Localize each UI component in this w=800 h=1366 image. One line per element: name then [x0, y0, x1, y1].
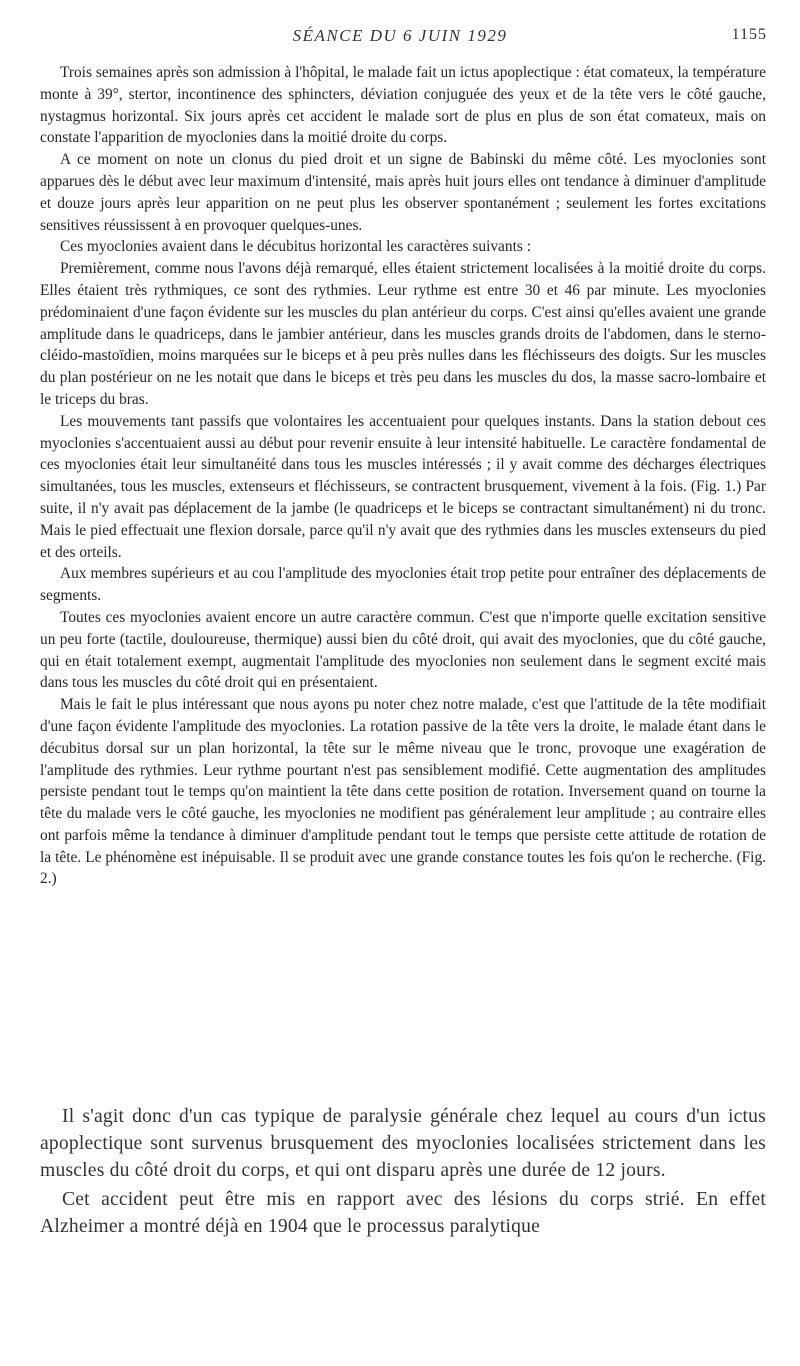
paragraph: Aux membres supérieurs et au cou l'amplitude des myoclonies était trop petite pour entraîner des déplacements de segments. [40, 565, 766, 605]
paragraph: Premièrement, comme nous l'avons déjà remarqué, elles étaient strictement localisées à la moitié droite du corps. Elles étaient très rythmiques, ce sont des rythmies. Leur rythme est entre 30 et 46 par minute. Les myoclonies prédominaient d'une façon évidente sur les muscles du plan antérieur du corps. C'est ainsi qu'elles avaient une grande amplitude dans le quadriceps, dans le jambier antérieur, dans les muscles grands droits de l'abdomen, dans le sterno-cléido-mastoïdien, moins marquées sur le biceps et à peu près nulles dans les fléchisseurs des doigts. Sur les muscles du plan postérieur on ne les notait que dans le biceps et très peu dans les muscles du dos, la masse sacro-lombaire et le triceps du bras. [40, 260, 766, 408]
page-number: 1155 [731, 26, 767, 43]
paragraph: A ce moment on note un clonus du pied droit et un signe de Babinski du même côté. Les myoclonies sont apparues dès le début avec leur maximum d'intensité, mais après huit jours elles ont tendance à diminuer d'amplitude et douze jours après leur apparition on ne peut plus les observer spontanément ; seulement les fortes excitations sensitives réussissent à en provoquer quelques-unes. [40, 151, 766, 234]
discussion [40, 1103, 766, 1241]
running-header [0, 26, 800, 50]
paragraph: Il s'agit donc d'un cas typique de paralysie générale chez lequel au cours d'un ictus apoplectique sont survenus brusquement des myoclonies localisées strictement dans les muscles du côté droit du corps, et qui ont disparu après une durée de 12 jours. [40, 1106, 766, 1182]
case-description [40, 62, 766, 890]
paragraph: Ces myoclonies avaient dans le décubitus horizontal les caractères suivants : [60, 238, 531, 256]
paragraph: Toutes ces myoclonies avaient encore un autre caractère commun. C'est que n'importe quelle excitation sensitive un peu forte (tactile, douloureuse, thermique) aussi bien du côté droit, qui avait des myoclonies, que du côté gauche, qui en était totalement exempt, augmentait l'amplitude des myoclonies non seulement dans le segment excité mais dans tous les muscles du côté droit qui en présentaient. [40, 608, 766, 692]
running-title: SÉANCE DU 6 JUIN 1929 [292, 26, 508, 45]
paragraph: Trois semaines après son admission à l'hôpital, le malade fait un ictus apoplectique : état comateux, la température monte à 39°, stertor, incontinence des sphincters, déviation conjuguée des yeux et de la tête vers le côté gauche, nystagmus horizontal. Six jours après cet accident le malade sort de plus en plus de son état comateux, mais on constate l'apparition de myoclonies dans la moitié droite du corps. [40, 64, 766, 147]
paragraph: Mais le fait le plus intéressant que nous ayons pu noter chez notre malade, c'est que l'attitude de la tête modifiait d'une façon évidente l'amplitude des myoclonies. La rotation passive de la tête vers la droite, le malade étant dans le décubitus dorsal sur un plan horizontal, la tête sur le même niveau que le tronc, provoque une exagération de l'amplitude des rythmies. Leur rythme pourtant n'est pas sensiblement modifié. Cette augmentation des amplitudes persiste pendant tout le temps qu'on maintient la tête dans cette position de rotation. Inversement quand on tourne la tête du malade vers le côté gauche, les myoclonies ne modifient pas généralement leur amplitude ; au contraire elles ont parfois même la tendance à diminuer d'amplitude pendant tout le temps que persiste cette attitude de rotation de la tête. Le phénomène est inépuisable. Il se produit avec une grande constance toutes les fois qu'on le recherche. (Fig. 2.) [40, 696, 766, 888]
paragraph: Cet accident peut être mis en rapport avec des lésions du corps strié. En effet Alzheimer a montré déjà en 1904 que le processus paralytique [40, 1188, 766, 1237]
paragraph: Les mouvements tant passifs que volontaires les accentuaient pour quelques instants. Dans la station debout ces myoclonies s'accentuaient aussi au début pour revenir ensuite à leur intensité habituelle. Le caractère fondamental de ces myoclonies était leur simultanéité dans tous les muscles intéressés ; il y avait comme des décharges électriques simultanées, tous les muscles, extenseurs et fléchisseurs, se contractent brusquement, vivement à la fois. (Fig. 1.) Par suite, il n'y avait pas déplacement de la jambe (le quadriceps et le biceps se contractant simultanément) ni du tronc. Mais le pied effectuait une flexion dorsale, parce qu'il n'y avait que des rythmies dans les muscles extenseurs du pied et des orteils. [40, 412, 766, 561]
